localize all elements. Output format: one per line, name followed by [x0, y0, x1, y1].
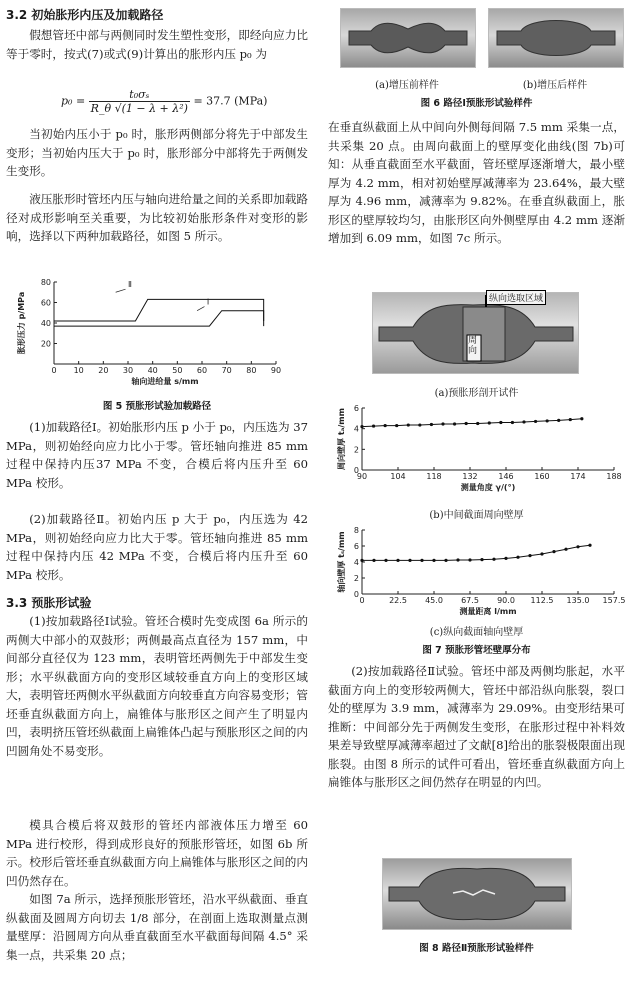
paragraph-3: 液压胀形时管坯内压与轴向进给量之间的关系即加载路径对成形影响至关重要，为比较初始胀形条件对变形的影响，选择以下两种加载路径，如图 5 所示。 — [6, 192, 308, 243]
fig7b-plot-area — [336, 404, 622, 492]
fig7a-cut-tube-shape — [373, 293, 578, 373]
x-tick-label: 118 — [426, 472, 442, 481]
data-point — [468, 558, 471, 561]
y-tick-label: 2 — [353, 574, 359, 583]
y-tick-label: 6 — [353, 404, 359, 413]
data-point — [552, 550, 555, 553]
fig6a-photo — [340, 8, 476, 68]
data-point — [504, 557, 507, 560]
data-point — [441, 422, 444, 425]
series-line-1 — [362, 545, 590, 560]
paragraph-test-2: 模具合模后将双鼓形的管坯内部液体压力增至 60 MPa 进行校形，得到成形良好的预胀形管坯，如图 6b 所示。校形后管坯垂直纵截面方向上扁锥体与胀形区之间的内凹仍然存在。 — [6, 818, 308, 888]
data-point — [420, 559, 423, 562]
y-tick-label: 0 — [353, 590, 359, 599]
fig7a-caption: (a)预胀形剖开试件 — [434, 388, 519, 399]
y-tick-label: 4 — [353, 424, 359, 434]
y-tick-label: 0 — [353, 466, 359, 475]
data-point — [384, 424, 387, 427]
fig7c-caption: (c)纵向截面轴向壁厚 — [429, 627, 524, 638]
x-tick-label: 67.5 — [461, 596, 479, 605]
section-3-2-title: 3.2 初始胀形内压及加载路径 — [6, 8, 164, 22]
x-tick-label: 0 — [51, 366, 57, 375]
y-axis-label: 轴向壁厚 tₛ/mm — [337, 531, 346, 593]
formula-denominator: R_θ √(1 − λ + λ²) — [90, 102, 188, 115]
x-tick-label: 45.0 — [425, 596, 443, 605]
x-tick-label: 146 — [498, 472, 514, 481]
fig6b-photo — [488, 8, 624, 68]
data-point — [516, 556, 519, 559]
x-tick-label: 90.0 — [497, 596, 515, 605]
x-axis-label: 测量角度 γ/(°) — [460, 483, 516, 492]
fig8-burst-tube-shape — [383, 859, 571, 929]
fig6-caption: 图 6 路径Ⅰ预胀形试验样件 — [420, 98, 533, 109]
data-point — [408, 559, 411, 562]
data-point — [488, 421, 491, 424]
x-tick-label: 132 — [462, 472, 478, 481]
series-label-I: Ⅰ — [206, 297, 210, 307]
section-3-3-title: 3.3 预胀形试验 — [6, 596, 92, 610]
formula-lhs: p₀ = — [61, 94, 86, 108]
y-tick-label: 6 — [353, 542, 359, 551]
x-tick-label: 40 — [147, 366, 158, 375]
data-point — [407, 423, 410, 426]
data-point — [499, 421, 502, 424]
data-point — [534, 420, 537, 423]
series-line-1 — [362, 419, 582, 427]
data-point — [360, 559, 363, 562]
x-tick-label: 10 — [73, 366, 84, 375]
x-tick-label: 90 — [356, 472, 368, 481]
data-point — [480, 558, 483, 561]
data-point — [432, 559, 435, 562]
fig7a-label-circumferential: 周向 — [468, 336, 478, 356]
fig8-photo — [382, 858, 572, 930]
data-point — [564, 548, 567, 551]
series-label-II: Ⅱ — [128, 280, 132, 290]
fig6b-tube-shape — [489, 9, 623, 67]
x-tick-label: 174 — [570, 472, 586, 481]
y-tick-label: 8 — [353, 526, 359, 535]
y-axis-label: 周向壁厚 tₐ/mm — [337, 408, 346, 470]
data-point — [444, 559, 447, 562]
series-line-2 — [54, 299, 264, 321]
data-point — [418, 423, 421, 426]
x-tick-label: 188 — [606, 472, 622, 481]
data-point — [372, 424, 375, 427]
data-point — [569, 418, 572, 421]
paragraph-test-3: 如图 7a 所示，选择预胀形管坯，沿水平纵截面、垂直纵截面及圆周方向切去 1/8 部分，在剖面上选取测量点测量壁厚：沿圆周方向从垂直截面至水平截面每间隔 4.5° 采集一点，共采集 20 点； — [6, 892, 308, 962]
fig6a-tube-shape — [341, 9, 475, 67]
data-point — [576, 545, 579, 548]
formula-fraction — [89, 88, 190, 115]
x-tick-label: 20 — [98, 366, 109, 375]
data-point — [396, 559, 399, 562]
data-point — [384, 559, 387, 562]
data-point — [511, 421, 514, 424]
fig7b-caption: (b)中间截面周向壁厚 — [429, 510, 524, 521]
fig7a-photo — [372, 292, 579, 374]
x-tick-label: 22.5 — [389, 596, 407, 605]
y-tick-label: 4 — [353, 558, 359, 567]
y-axis-label: 胀形压力 p/MPa — [17, 291, 26, 355]
data-point — [372, 559, 375, 562]
y-tick-label: 80 — [40, 278, 51, 287]
label-I-leader — [197, 307, 204, 311]
x-tick-label: 50 — [172, 366, 183, 375]
x-axis-label: 轴向进给量 s/mm — [131, 377, 199, 386]
fig7-caption: 图 7 预胀形管坯壁厚分布 — [422, 645, 531, 656]
paragraph-path-2-test: (2)按加载路径Ⅱ试验。管坯中部及两侧均胀起，水平截面方向上的变形较两侧大，管坯中部沿纵向胀裂，裂口处的壁厚为 3.9 mm，减薄率为 29.09%。由变形结果可推断：中间部分先于两侧发生变形，在胀形过程中补料效果差导致壁厚减薄率超过了文献[8]给出的胀裂极限面出现胀裂。由图 8 所示的试件可看出，管坯垂直纵截面方向上扁锥体与胀形区之间仍然存在明显的内凹。 — [328, 664, 625, 789]
paragraph-path-2: (2)加载路径Ⅱ。初始内压 p 大于 p₀，内压选为 42 MPa，则初始经向应力比大于零。管坯轴向推进 85 mm 过程中保持内压 42 MPa 不变，合模后将内压升至 60 MPa 校形。 — [6, 512, 308, 582]
x-tick-label: 90 — [270, 366, 282, 375]
x-tick-label: 0 — [359, 596, 365, 605]
x-tick-label: 80 — [246, 366, 257, 375]
data-point — [492, 558, 495, 561]
data-point — [476, 422, 479, 425]
fig5-load-path-chart — [14, 276, 304, 394]
data-point — [453, 422, 456, 425]
fig7c-axial-thickness-chart — [336, 526, 626, 620]
x-tick-label: 70 — [221, 366, 232, 375]
x-tick-label: 60 — [196, 366, 208, 375]
label-II-leader — [116, 289, 126, 292]
formula-rhs: = 37.7 (MPa) — [193, 94, 268, 108]
x-tick-label: 30 — [122, 366, 134, 375]
data-point — [528, 554, 531, 557]
data-point — [588, 544, 591, 547]
x-tick-label: 135.0 — [566, 596, 590, 605]
fig7a-label-longitudinal: 纵向选取区域 — [486, 290, 546, 305]
formula-p0 — [61, 88, 301, 115]
data-point — [465, 422, 468, 425]
y-tick-label: 60 — [40, 298, 51, 308]
fig6b-caption: (b)增压后样件 — [522, 80, 588, 91]
y-tick-label: 40 — [40, 319, 51, 328]
data-point — [360, 425, 363, 428]
x-tick-label: 160 — [534, 472, 550, 481]
series-line-1 — [54, 311, 264, 326]
data-point — [580, 417, 583, 420]
paragraph-2: 当初始内压小于 p₀ 时，胀形两侧部分将先于中部发生变形；当初始内压大于 p₀ 时，胀形部分中部将先于两侧发生变形。 — [6, 127, 308, 178]
y-tick-label: 20 — [40, 339, 51, 349]
fig7c-plot-area — [336, 526, 625, 616]
data-point — [546, 419, 549, 422]
paragraph-thickness: 在垂直纵截面上从中间向外侧每间隔 7.5 mm 采集一点，共采集 20 点。由周向截面上的壁厚变化曲线(图 7b)可知：从垂直截面至水平截面，管坯壁厚逐渐增大，最小壁厚为 4.2 mm，相对初始壁厚减薄率为 23.64%，最大壁厚为 4.96 mm，减薄率为 9.82%。在垂直纵截面上，胀形区的壁厚较均匀，由胀形区向外侧壁厚由 4.2 mm 逐渐增加到 6.09 mm，如图 7c 所示。 — [328, 120, 625, 245]
fig5-plot-area — [16, 278, 281, 386]
x-tick-label: 104 — [390, 472, 406, 481]
formula-numerator: t₀σₛ — [89, 88, 190, 102]
fig7b-circumferential-thickness-chart — [336, 404, 621, 496]
fig6a-caption: (a)增压前样件 — [375, 80, 439, 91]
paragraph-1: 假想管坯中部与两侧同时发生塑性变形，即经向应力比等于零时，按式(7)或式(9)计算出的胀形内压 p₀ 为 — [6, 28, 308, 61]
data-point — [456, 558, 459, 561]
paragraph-test-1: (1)按加载路径Ⅰ试验。管坯合模时先变成图 6a 所示的两侧大中部小的双鼓形；两侧最高点直径为 157 mm，中间部分直径仅为 123 mm，表明管坯两侧先于中部发生变形；水平纵截面方向的变形区域较垂直方向上的变形区域大，表明管坯两侧水平纵截面方向较垂直方向容易变形；管坯垂直纵截面方向上，扁锥体与胀形区之间产生了明显内凹，表明挤压管坯纵截面上扁锥体凸起与预胀形区之间的内凹圆角处不易变形。 — [6, 614, 308, 758]
data-point — [540, 552, 543, 555]
fig8-caption: 图 8 路径Ⅱ预胀形试验样件 — [419, 943, 534, 954]
data-point — [557, 419, 560, 422]
data-point — [522, 420, 525, 423]
x-axis-label: 测量距离 l/mm — [459, 607, 517, 616]
data-point — [395, 424, 398, 427]
x-tick-label: 112.5 — [530, 596, 554, 605]
paragraph-path-1: (1)加载路径Ⅰ。初始胀形内压 p 小于 p₀，内压选为 37 MPa，则初始经向应力比小于零。管坯轴向推进 85 mm 过程中保持内压37 MPa 不变，合模后将内压升至 60 MPa 校形。 — [6, 420, 308, 490]
fig5-caption: 图 5 预胀形试验加载路径 — [102, 401, 212, 412]
data-point — [430, 423, 433, 426]
x-tick-label: 157.5 — [602, 596, 626, 605]
y-tick-label: 2 — [353, 445, 359, 455]
